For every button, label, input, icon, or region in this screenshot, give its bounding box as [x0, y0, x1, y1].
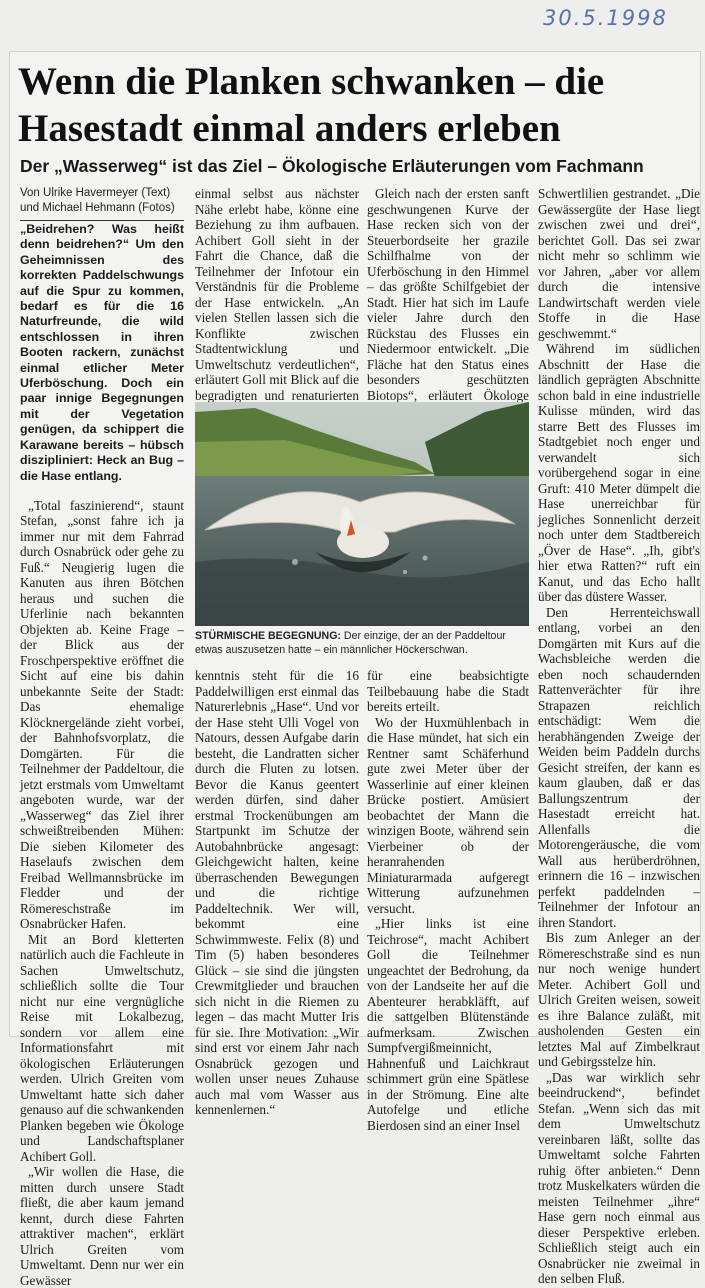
lead-paragraph: „Beidrehen? Was heißt denn beidrehen?“ Um den Geheimnissen des korrekten Paddelschwungs auf die Spur zu kommen, bedarf es für die 16 Naturfreunde, die wild entschlossen in ihren Booten rackern, zunächst einmal etlicher Meter Uferböschung. Doch ein paar innige Begegnungen mit der Vegetation genügen, da schippert die Karawane bereits – hübsch diszipliniert: Heck an Bug – die Hase entlang. — [20, 222, 184, 483]
paragraph: Während im südlichen Abschnitt der Hase die ländlich geprägten Abschnitte schon bald in eine industrielle Kulisse münden, wird das starre Bett des Flusses im Stadtgebiet noch enger und verwandelt sich vorübergehend sogar in eine Gruft: 410 Meter dümpelt die Hase unerreichbar für jegliches Sonnenlicht derzeit noch unter dem Stadtbereich „Över de Hase“. „Ih, gibt's hier etwa Ratten?“ ruft ein Kanut, und das Echo hallt über das düstere Wasser. — [538, 341, 700, 604]
column-3-bottom — [367, 668, 529, 1133]
paragraph: Wo der Huxmühlenbach in die Hase mündet, hat sich ein Rentner samt Schäferhund gute zwei Meter über der Wasserlinie auf einer kleinen Brücke postiert. Amüsiert beobachtet der Mann die winzigen Boote, während sein Vierbeiner ob der heranrahenden Miniaturarmada aufgeregt Witterung aufzunehmen versucht. — [367, 714, 529, 916]
article-subheadline: Der „Wasserweg“ ist das Ziel – Ökologische Erläuterungen vom Fachmann — [20, 156, 644, 176]
column-4 — [538, 186, 700, 1287]
article-headline — [18, 58, 690, 152]
paragraph: „Total faszinierend“, staunt Stefan, „sonst fahre ich ja immer nur mit dem Fahrrad durch Osnabrück oder gehe zu Fuß.“ Neugierig lugen die Kanuten aus ihren Bötchen heraus und suchen die Uferlinie nach bekannten Objekten ab. Keine Frage – der Blick aus der Froschperspektive eröffnet die Sicht auf eine bis dahin unbekannte Seite der Stadt: Das ehemalige Klöcknergelände zieht vorbei, der Bahnhofsvorplatz, die Domgärten. Für die Teilnehmer der Paddeltour, die jetzt erstmals vom Umweltamt angeboten wurde, war der „Wasserweg“ das Ziel ihrer schweißtreibenden Mühen: Die sieben Kilometer des Haselaufs zwischen dem Freibad Wellmannsbrücke im Fledder und der Römereschstraße im Osnabrücker Hafen. — [20, 497, 184, 932]
headline-line-2: Hasestadt einmal anders erleben — [18, 107, 561, 150]
paragraph: Bis zum Anleger an der Römereschstraße sind es nun nur noch wenige hundert Meter. Achibert Goll und Ulrich Greiten weisen, soweit es ihre Balance zuläßt, mit ausholenden Gesten ein letztes Mal auf Zimbelkraut und Gebirgsstelze hin. — [538, 930, 700, 1069]
column-1 — [20, 222, 184, 1288]
paragraph: „Wir wollen die Hase, die mitten durch unsere Stadt fließt, die aber kaum jemand kennt, durch diese Fahrten attraktiver machen“, erklärt Ulrich Greiten vom Umweltamt. Denn nur wer ein Gewässer — [20, 1164, 184, 1288]
handwritten-date: 30.5.1998 — [543, 6, 668, 30]
caption-text: Der einzige, der an der Paddeltour etwas auszusetzen hatte – ein männlicher Höckerschwan. — [195, 630, 506, 656]
paragraph: „Hier links ist eine Teichrose“, macht Achibert Goll die Teilnehmer ungeachtet der Bedrohung, da von der Landseite her auf die Abenteurer herabkläfft, auf die sattgelben Blütenstände aufmerksam. Zwischen Sumpfvergißmeinnicht, Hahnenfuß und Laichkraut schimmert grün eine Spätlese in der Strömung. Eine alte Autofelge und etliche Bierdosen sind an einer Insel — [367, 916, 529, 1133]
caption-label: STÜRMISCHE BEGEGNUNG: — [195, 630, 341, 642]
column-2-bottom — [195, 668, 359, 1118]
paragraph: kenntnis steht für die 16 Paddelwilligen erst einmal das Naturerlebnis „Hase“. Und vor der Hase steht Ulli Vogel von Natours, dessen Aufgabe darin besteht, die Landratten sicher durch die Fluten zu lotsen. Bevor die Kanus geentert werden dürfen, sind daher erstmal Trockenübungen am Startpunkt im Schutze der Autobahnbrücke angesagt: Gleichgewicht halten, keine überraschenden Bewegungen und die richtige Paddeltechnik. Wer will, bekommt eine Schwimmweste. Felix (8) und Tim (5) haben besonderes Glück – sie sind die jüngsten Crewmitglieder und brauchen sich nicht in die Riemen zu legen – das macht Mutter Iris für sie. Ihre Motivation: „Wir sind erst vor einem Jahr nach Osnabrück gezogen und wollen unser neues Zuhause auch mal vom Wasser aus kennenlernen.“ — [195, 668, 359, 1117]
headline-line-1: Wenn die Planken schwanken – die — [18, 60, 605, 103]
swan-photo — [195, 402, 529, 626]
paragraph: „Das war wirklich sehr beeindruckend“, befindet Stefan. „Wenn sich das mit dem Umweltschutz vereinbaren läßt, sollte das Umweltamt solche Fahrten ruhig öfter anbieten.“ Denn trotz Muskelkaters würden die meisten Teilnehmer „ihre“ Hase gern noch einmal aus dieser Perspektive erleben. Schließlich steigt auch ein Osnabrücker nie zweimal in den selben Fluß. — [538, 1069, 700, 1286]
paragraph: Schwertlilien gestrandet. „Die Gewässergüte der Hase liegt zwischen zwei und drei“, berichtet Goll. Das sei zwar nicht mehr so schlimm wie vor Jahren, „aber vor allem durch die intensive Landwirtschaft werden viele Stoffe in die Hase geschwemmt.“ — [538, 186, 700, 341]
paragraph: einmal selbst aus nächster Nähe erlebt habe, könne eine Beziehung zu ihm aufbauen. Achibert Goll sieht in der Fahrt die Chance, daß die Teilnehmer der Infotour ein Verständnis für die Probleme der Hase entwickeln. „An vielen Stellen lassen sich die Konflikte zwischen Stadtentwicklung und Umweltschutz verdeutlichen“, erläutert Goll mit Blick auf die begradigten und renaturierten — [195, 186, 359, 403]
byline-photo: und Michael Hehmann (Fotos) — [20, 202, 175, 214]
swan-illustration — [195, 402, 529, 626]
column-2-top — [195, 186, 359, 434]
paragraph: Mit an Bord kletterten natürlich auch die Fachleute in Sachen Umweltschutz, schließlich sollte die Tour nicht nur eine vergnügliche Reise mit Lokalbezug, sondern vor allem eine Informationsfahrt mit ökologischen Erläuterungen werden. Ulrich Greiten vom Umweltamt hatte sich daher genauso auf die schwankenden Planken begeben wie Ökologe und Landschaftsplaner Achibert Goll. — [20, 931, 184, 1164]
paragraph: Gleich nach der ersten sanft geschwungenen Kurve der Hase recken sich von der Steuerbordseite her grazile Schilfhalme von der Uferböschung in den Himmel – das größte Schilfgebiet der Stadt. Hier hat sich im Laufe vieler Jahre durch den Rückstau des Flusses ein Niedermoor entwickelt. „Die Fläche hat den Status eines besonders geschützten Biotops“, erläutert Ökologe — [367, 186, 529, 403]
paragraph: Den Herrenteichswall entlang, vorbei an den Domgärten mit Kurs auf die Wachsbleiche werden die eben noch schaudernden Rattenverächter für ihre Strapazen reichlich entschädigt: Wem die herabhängenden Zweige der Weiden beim Paddeln durchs Gesicht streifen, der kann es kaum glauben, daß er das Ballungszentrum der Hasestadt erreicht hat. Allenfalls die Motorengeräusche, die vom Wall aus herüberdröhnen, erinnern die 16 – inzwischen perfekt paddelnden – Teilnehmer der Infotour an ihren Standort. — [538, 604, 700, 930]
photo-caption — [195, 630, 531, 657]
byline — [20, 186, 184, 221]
byline-text: Von Ulrike Havermeyer (Text) — [20, 187, 171, 199]
paragraph: für eine beabsichtigte Teilbebauung habe die Stadt bereits erteilt. — [367, 668, 529, 714]
